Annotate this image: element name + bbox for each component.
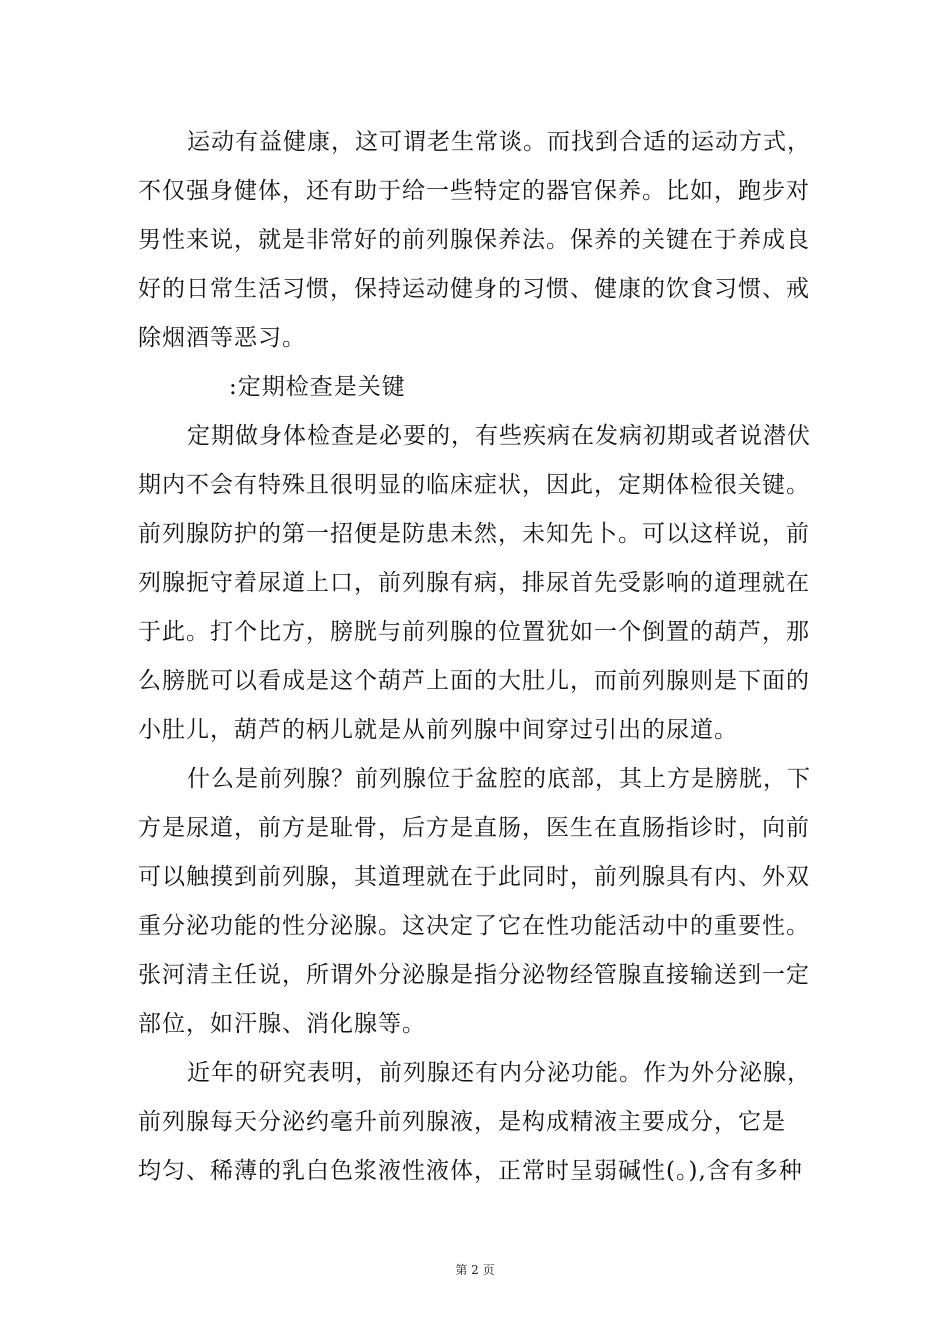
text-line: 么膀胱可以看成是这个葫芦上面的大肚儿，而前列腺则是下面的 <box>138 668 810 694</box>
page-number: 第 2 页 <box>455 1263 495 1277</box>
text-line: 什么是前列腺？前列腺位于盆腔的底部，其上方是膀胱，下 <box>187 766 811 792</box>
text-line: 可以触摸到前列腺，其道理就在于此同时，前列腺具有内、外双 <box>138 864 810 890</box>
text-line: 均匀、稀薄的乳白色浆液性液体，正常时呈弱碱性(。),含有多种 <box>138 1158 803 1184</box>
text-line: 期内不会有特殊且很明显的临床症状，因此，定期体检很关键。 <box>138 472 810 498</box>
text-line: 列腺扼守着尿道上口，前列腺有病，排尿首先受影响的道理就在 <box>138 570 810 596</box>
text-line: 不仅强身健体，还有助于给一些特定的器官保养。比如，跑步对 <box>138 178 810 204</box>
text-line: 运动有益健康，这可谓老生常谈。而找到合适的运动方式， <box>187 129 811 155</box>
section-heading: :定期检查是关键 <box>229 374 406 400</box>
text-line: 前列腺每天分泌约毫升前列腺液，是构成精液主要成分，它是 <box>138 1109 786 1135</box>
text-line: 于此。打个比方，膀胱与前列腺的位置犹如一个倒置的葫芦，那 <box>138 619 810 645</box>
text-line: 除烟酒等恶习。 <box>138 325 306 351</box>
document-body <box>138 118 818 1196</box>
text-line: 前列腺防护的第一招便是防患未然，未知先卜。可以这样说，前 <box>138 521 810 547</box>
text-line: 重分泌功能的性分泌腺。这决定了它在性功能活动中的重要性。 <box>138 913 810 939</box>
text-line: 张河清主任说，所谓外分泌腺是指分泌物经管腺直接输送到一定 <box>138 962 810 988</box>
text-line: 定期做身体检查是必要的，有些疾病在发病初期或者说潜伏 <box>187 423 811 449</box>
text-line: 近年的研究表明，前列腺还有内分泌功能。作为外分泌腺， <box>187 1060 811 1086</box>
text-line: 男性来说，就是非常好的前列腺保养法。保养的关键在于养成良 <box>138 227 810 253</box>
text-line: 部位，如汗腺、消化腺等。 <box>138 1011 426 1037</box>
text-line: 小肚儿，葫芦的柄儿就是从前列腺中间穿过引出的尿道。 <box>138 717 738 743</box>
text-line: 方是尿道，前方是耻骨，后方是直肠，医生在直肠指诊时，向前 <box>138 815 810 841</box>
text-line: 好的日常生活习惯，保持运动健身的习惯、健康的饮食习惯、戒 <box>138 276 810 302</box>
